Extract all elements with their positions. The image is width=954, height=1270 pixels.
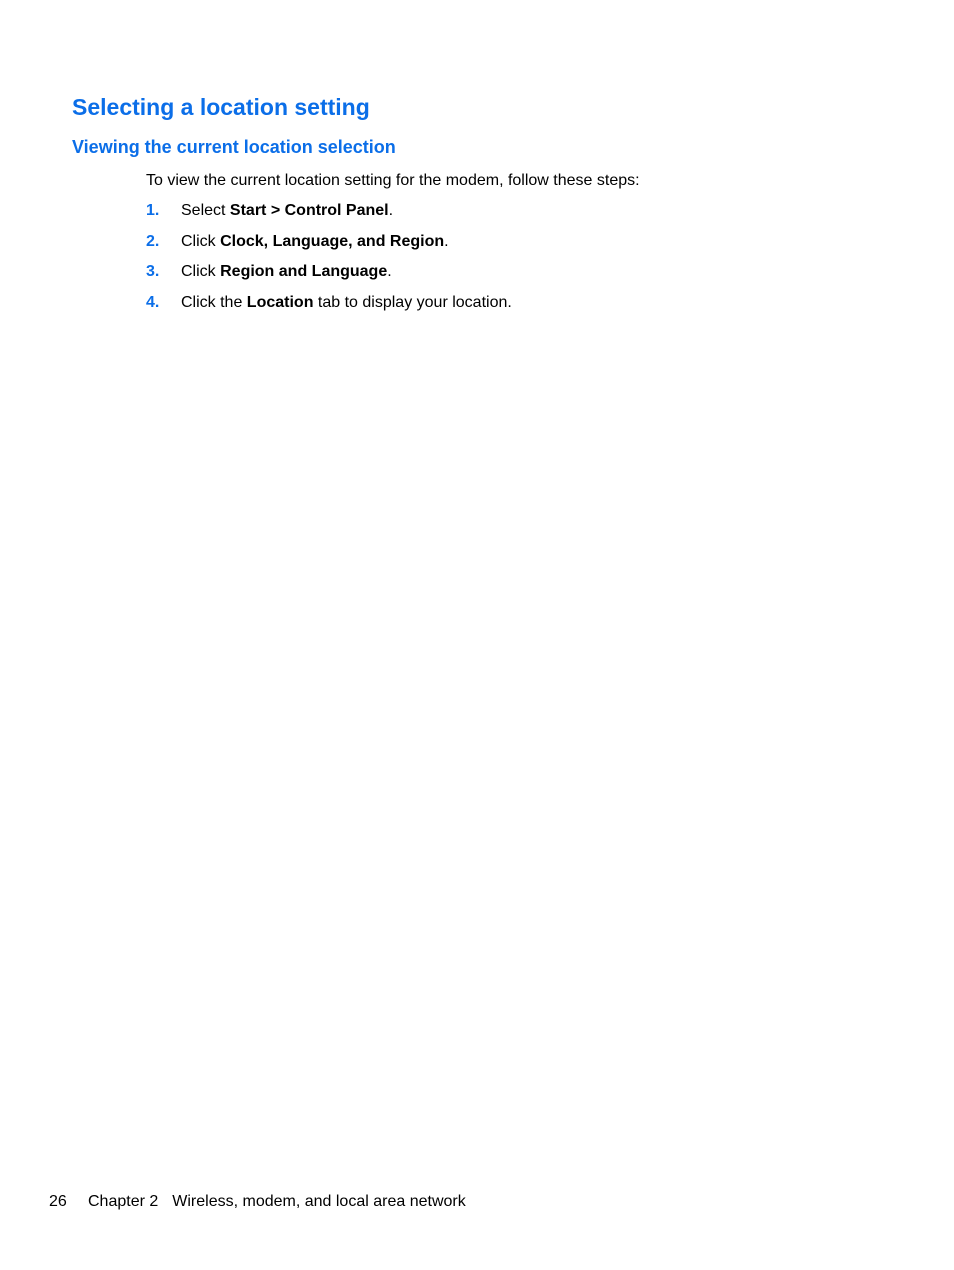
- step-number: 2.: [146, 232, 160, 250]
- step-text: Click Clock, Language, and Region.: [181, 232, 449, 250]
- chapter-title: Wireless, modem, and local area network: [172, 1193, 466, 1210]
- step-text: Click the Location tab to display your location.: [181, 293, 512, 311]
- step-text: Click Region and Language.: [181, 263, 392, 280]
- page-number: 26: [49, 1193, 67, 1210]
- section-heading: Selecting a location setting: [72, 94, 370, 120]
- chapter-label: Chapter 2: [88, 1193, 159, 1210]
- step-number: 3.: [146, 263, 160, 280]
- page-footer: [49, 1191, 466, 1213]
- intro-paragraph: To view the current location setting for the modem, follow these steps:: [146, 172, 640, 189]
- step-number: 4.: [146, 293, 160, 311]
- step-number: 1.: [146, 202, 160, 219]
- subsection-heading: Viewing the current location selection: [72, 137, 396, 157]
- step-text: Select Start > Control Panel.: [181, 202, 394, 219]
